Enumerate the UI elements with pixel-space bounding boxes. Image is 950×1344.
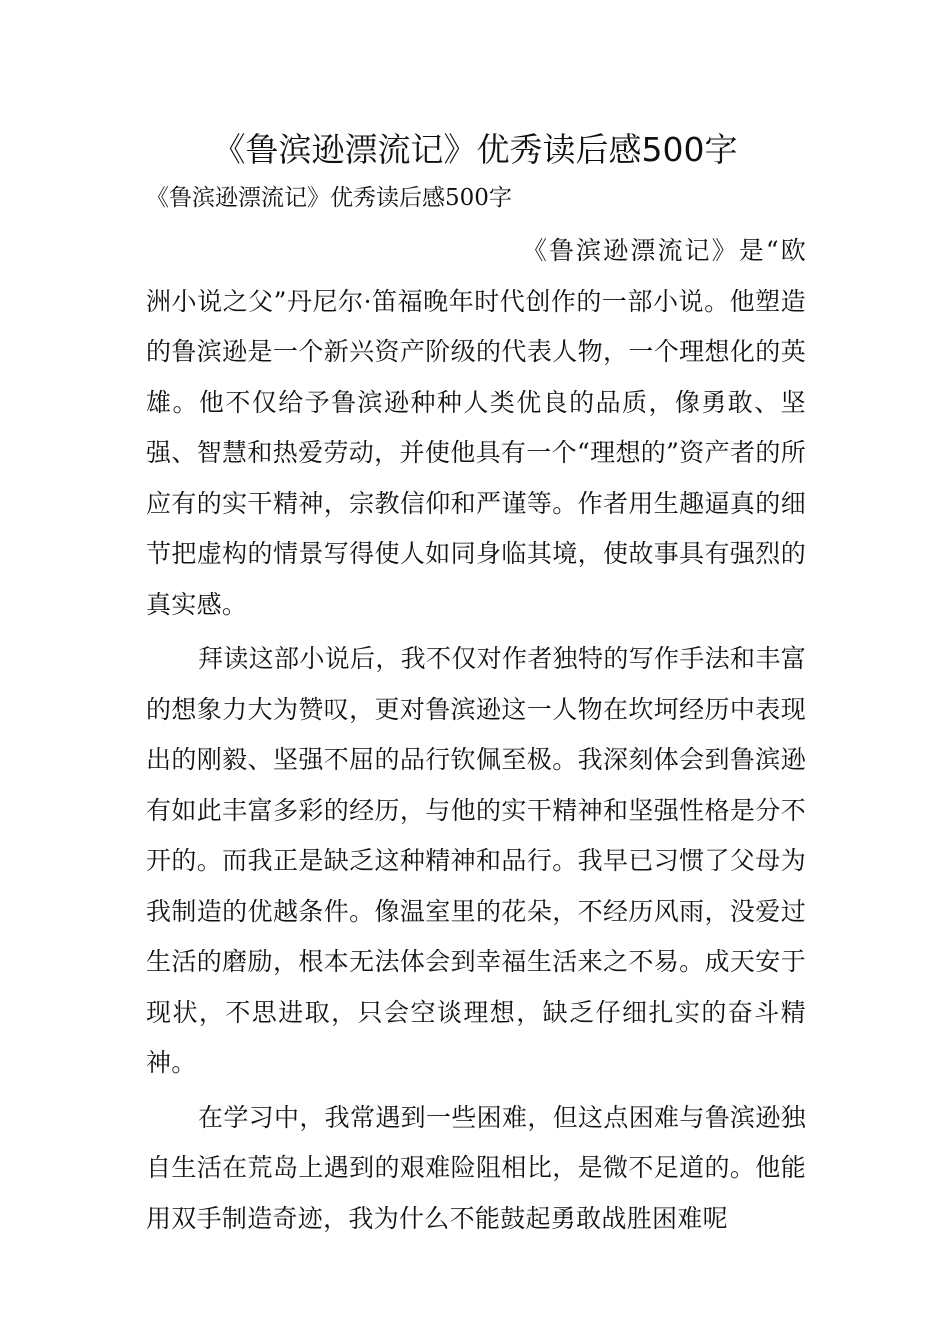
- paragraph: 拜读这部小说后，我不仅对作者独特的写作手法和丰富的想象力大为赞叹，更对鲁滨逊这一人物在坎坷经历中表现出的刚毅、坚强不屈的品行钦佩至极。我深刻体会到鲁滨逊有如此丰富多彩的经历，与他的实干精神和坚强性格是分不开的。而我正是缺乏这种精神和品行。我早已习惯了父母为我制造的优越条件。像温室里的花朵，不经历风雨，没爱过生活的磨励，根本无法体会到幸福生活来之不易。成天安于现状，不思进取，只会空谈理想，缺乏仔细扎实的奋斗精神。: [146, 644, 806, 1077]
- document-subtitle: 《鲁滨逊漂流记》优秀读后感500字: [146, 185, 512, 211]
- document-title: 《鲁滨逊漂流记》优秀读后感500字: [212, 130, 738, 169]
- paragraph: 《鲁滨逊漂流记》是“欧洲小说之父”丹尼尔·笛福晚年时代创作的一部小说。他塑造的鲁滨逊是一个新兴资产阶级的代表人物，一个理想化的英雄。他不仅给予鲁滨逊种种人类优良的品质，像勇敢、坚强、智慧和热爱劳动，并使他具有一个“理想的”资产者的所应有的实干精神，宗教信仰和严谨等。作者用生趣逼真的细节把虚构的情景写得使人如同身临其境，使故事具有强烈的真实感。: [146, 236, 806, 619]
- document-body: [146, 226, 806, 1244]
- paragraph: 在学习中，我常遇到一些困难，但这点困难与鲁滨逊独自生活在荒岛上遇到的艰难险阻相比，是微不足道的。他能用双手制造奇迹，我为什么不能鼓起勇敢战胜困难呢: [146, 1102, 806, 1233]
